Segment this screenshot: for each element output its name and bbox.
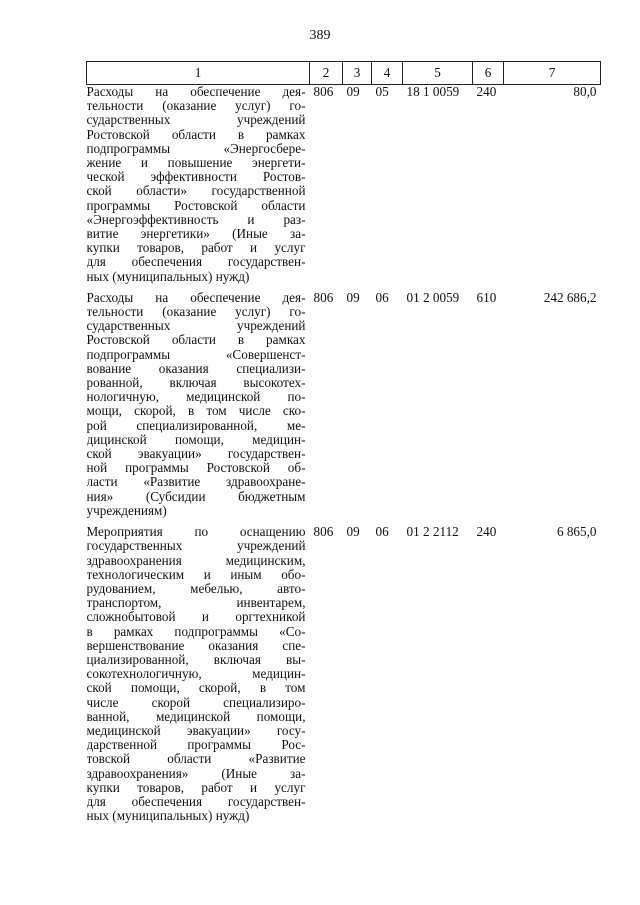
description-line: дицинской помощи, медицин- [86, 432, 306, 447]
row-description [87, 525, 310, 830]
table-row [87, 291, 601, 525]
ministry-code-cell: 806 [313, 524, 334, 540]
description-line: рой специализированной, ме- [86, 418, 306, 433]
description-line: сокотехнологичную, медицин- [86, 667, 306, 682]
description-line: ской области» государственной [86, 184, 306, 199]
table-header-row [87, 62, 601, 85]
description-line: вование оказания специализи- [86, 361, 306, 376]
description-line: сударственных учреждений [86, 319, 306, 334]
expense-type-cell: 240 [476, 524, 497, 540]
description-line: учреждениям) [86, 503, 167, 518]
description-line: жение и повышение энергети- [86, 156, 306, 171]
description-line: ных (муниципальных) нужд) [86, 269, 250, 284]
page-number: 389 [309, 28, 331, 43]
description-line: ных (муниципальных) нужд) [86, 809, 250, 824]
header-col-2: 2 [310, 62, 343, 85]
description-line: транспортом, инвентарем, [86, 596, 306, 611]
header-col-4: 4 [372, 62, 403, 85]
subsection-code-cell: 06 [375, 289, 389, 305]
amount-cell: 80,0 [573, 84, 597, 99]
description-line: ния» (Субсидии бюджетным [86, 489, 306, 504]
header-col-6: 6 [473, 62, 504, 85]
description-line: Мероприятия по оснащению [86, 525, 306, 540]
header-col-3: 3 [343, 62, 372, 85]
description-line: вершенствование оказания спе- [86, 638, 306, 653]
description-line: Расходы на обеспечение дея- [86, 85, 306, 99]
description-line: подпрограммы «Совершенст- [86, 347, 306, 362]
description-line: мощи, скорой, в том числе ско- [86, 404, 306, 419]
description-line: ской помощи, скорой, в том [86, 681, 306, 696]
subsection-code-cell: 06 [375, 524, 389, 540]
header-col-1: 1 [87, 62, 310, 85]
description-line: витие энергетики» (Иные за- [86, 227, 306, 242]
description-line: рудованием, мебелью, авто- [86, 581, 306, 596]
header-col-7: 7 [504, 62, 601, 85]
subsection-code-cell: 05 [375, 84, 389, 99]
target-article-cell: 01 2 0059 [406, 289, 460, 305]
table-row [87, 525, 601, 830]
description-line: дарственной программы Рос- [86, 738, 306, 753]
description-line: сударственных учреждений [86, 113, 306, 128]
description-line: Расходы на обеспечение дея- [86, 290, 306, 305]
description-line: для обеспечения государствен- [86, 255, 306, 270]
description-line: купки товаров, работ и услуг [86, 780, 306, 795]
ministry-code-cell: 806 [313, 84, 334, 99]
budget-table [86, 61, 601, 830]
description-line: здравоохранения медицинским, [86, 553, 306, 568]
description-line: сложнобытовой и оргтехникой [86, 610, 306, 625]
description-line: для обеспечения государствен- [86, 794, 306, 809]
description-line: государственных учреждений [86, 539, 306, 554]
description-line: технологическим и иным обо- [86, 567, 306, 582]
description-line: циализированной, включая вы- [86, 652, 306, 667]
target-article-cell: 18 1 0059 [406, 84, 460, 99]
target-article-cell: 01 2 2112 [406, 524, 459, 540]
section-code-cell: 09 [346, 289, 360, 305]
description-line: тельности (оказание услуг) го- [86, 99, 306, 114]
description-line: подпрограммы «Энергосбере- [86, 141, 306, 156]
description-line: купки товаров, работ и услуг [86, 241, 306, 256]
description-line: Ростовской области в рамках [86, 333, 306, 348]
description-line: числе скорой специализиро- [86, 695, 306, 710]
table-body [87, 85, 601, 831]
ministry-code-cell: 806 [313, 289, 334, 305]
description-line: товской области «Развитие [86, 752, 306, 767]
description-line: нологичную, медицинской по- [86, 390, 306, 405]
section-code-cell: 09 [346, 524, 360, 540]
description-line: тельности (оказание услуг) го- [86, 305, 306, 320]
row-description [87, 291, 310, 525]
section-code-cell: 09 [346, 84, 360, 99]
description-line: ной программы Ростовской об- [86, 461, 306, 476]
description-line: рованной, включая высокотех- [86, 376, 306, 391]
description-line: программы Ростовской области [86, 198, 306, 213]
expense-type-cell: 240 [476, 84, 497, 99]
description-line: ской эвакуации» государствен- [86, 447, 306, 462]
description-line: ласти «Развитие здравоохране- [86, 475, 306, 490]
table-row [87, 85, 601, 291]
description-line: в рамках подпрограммы «Со- [86, 624, 306, 639]
description-line: медицинской эвакуации» госу- [86, 723, 306, 738]
description-line: ческой эффективности Ростов- [86, 170, 306, 185]
header-col-5: 5 [403, 62, 473, 85]
description-line: здравоохранения» (Иные за- [86, 766, 306, 781]
description-line: «Энергоэффективность и раз- [86, 212, 306, 227]
amount-cell: 6 865,0 [556, 524, 597, 540]
description-line: Ростовской области в рамках [86, 127, 306, 142]
expense-type-cell: 610 [476, 289, 497, 305]
description-line: ванной, медицинской помощи, [86, 709, 306, 724]
amount-cell: 242 686,2 [543, 289, 597, 305]
row-description [87, 85, 310, 291]
